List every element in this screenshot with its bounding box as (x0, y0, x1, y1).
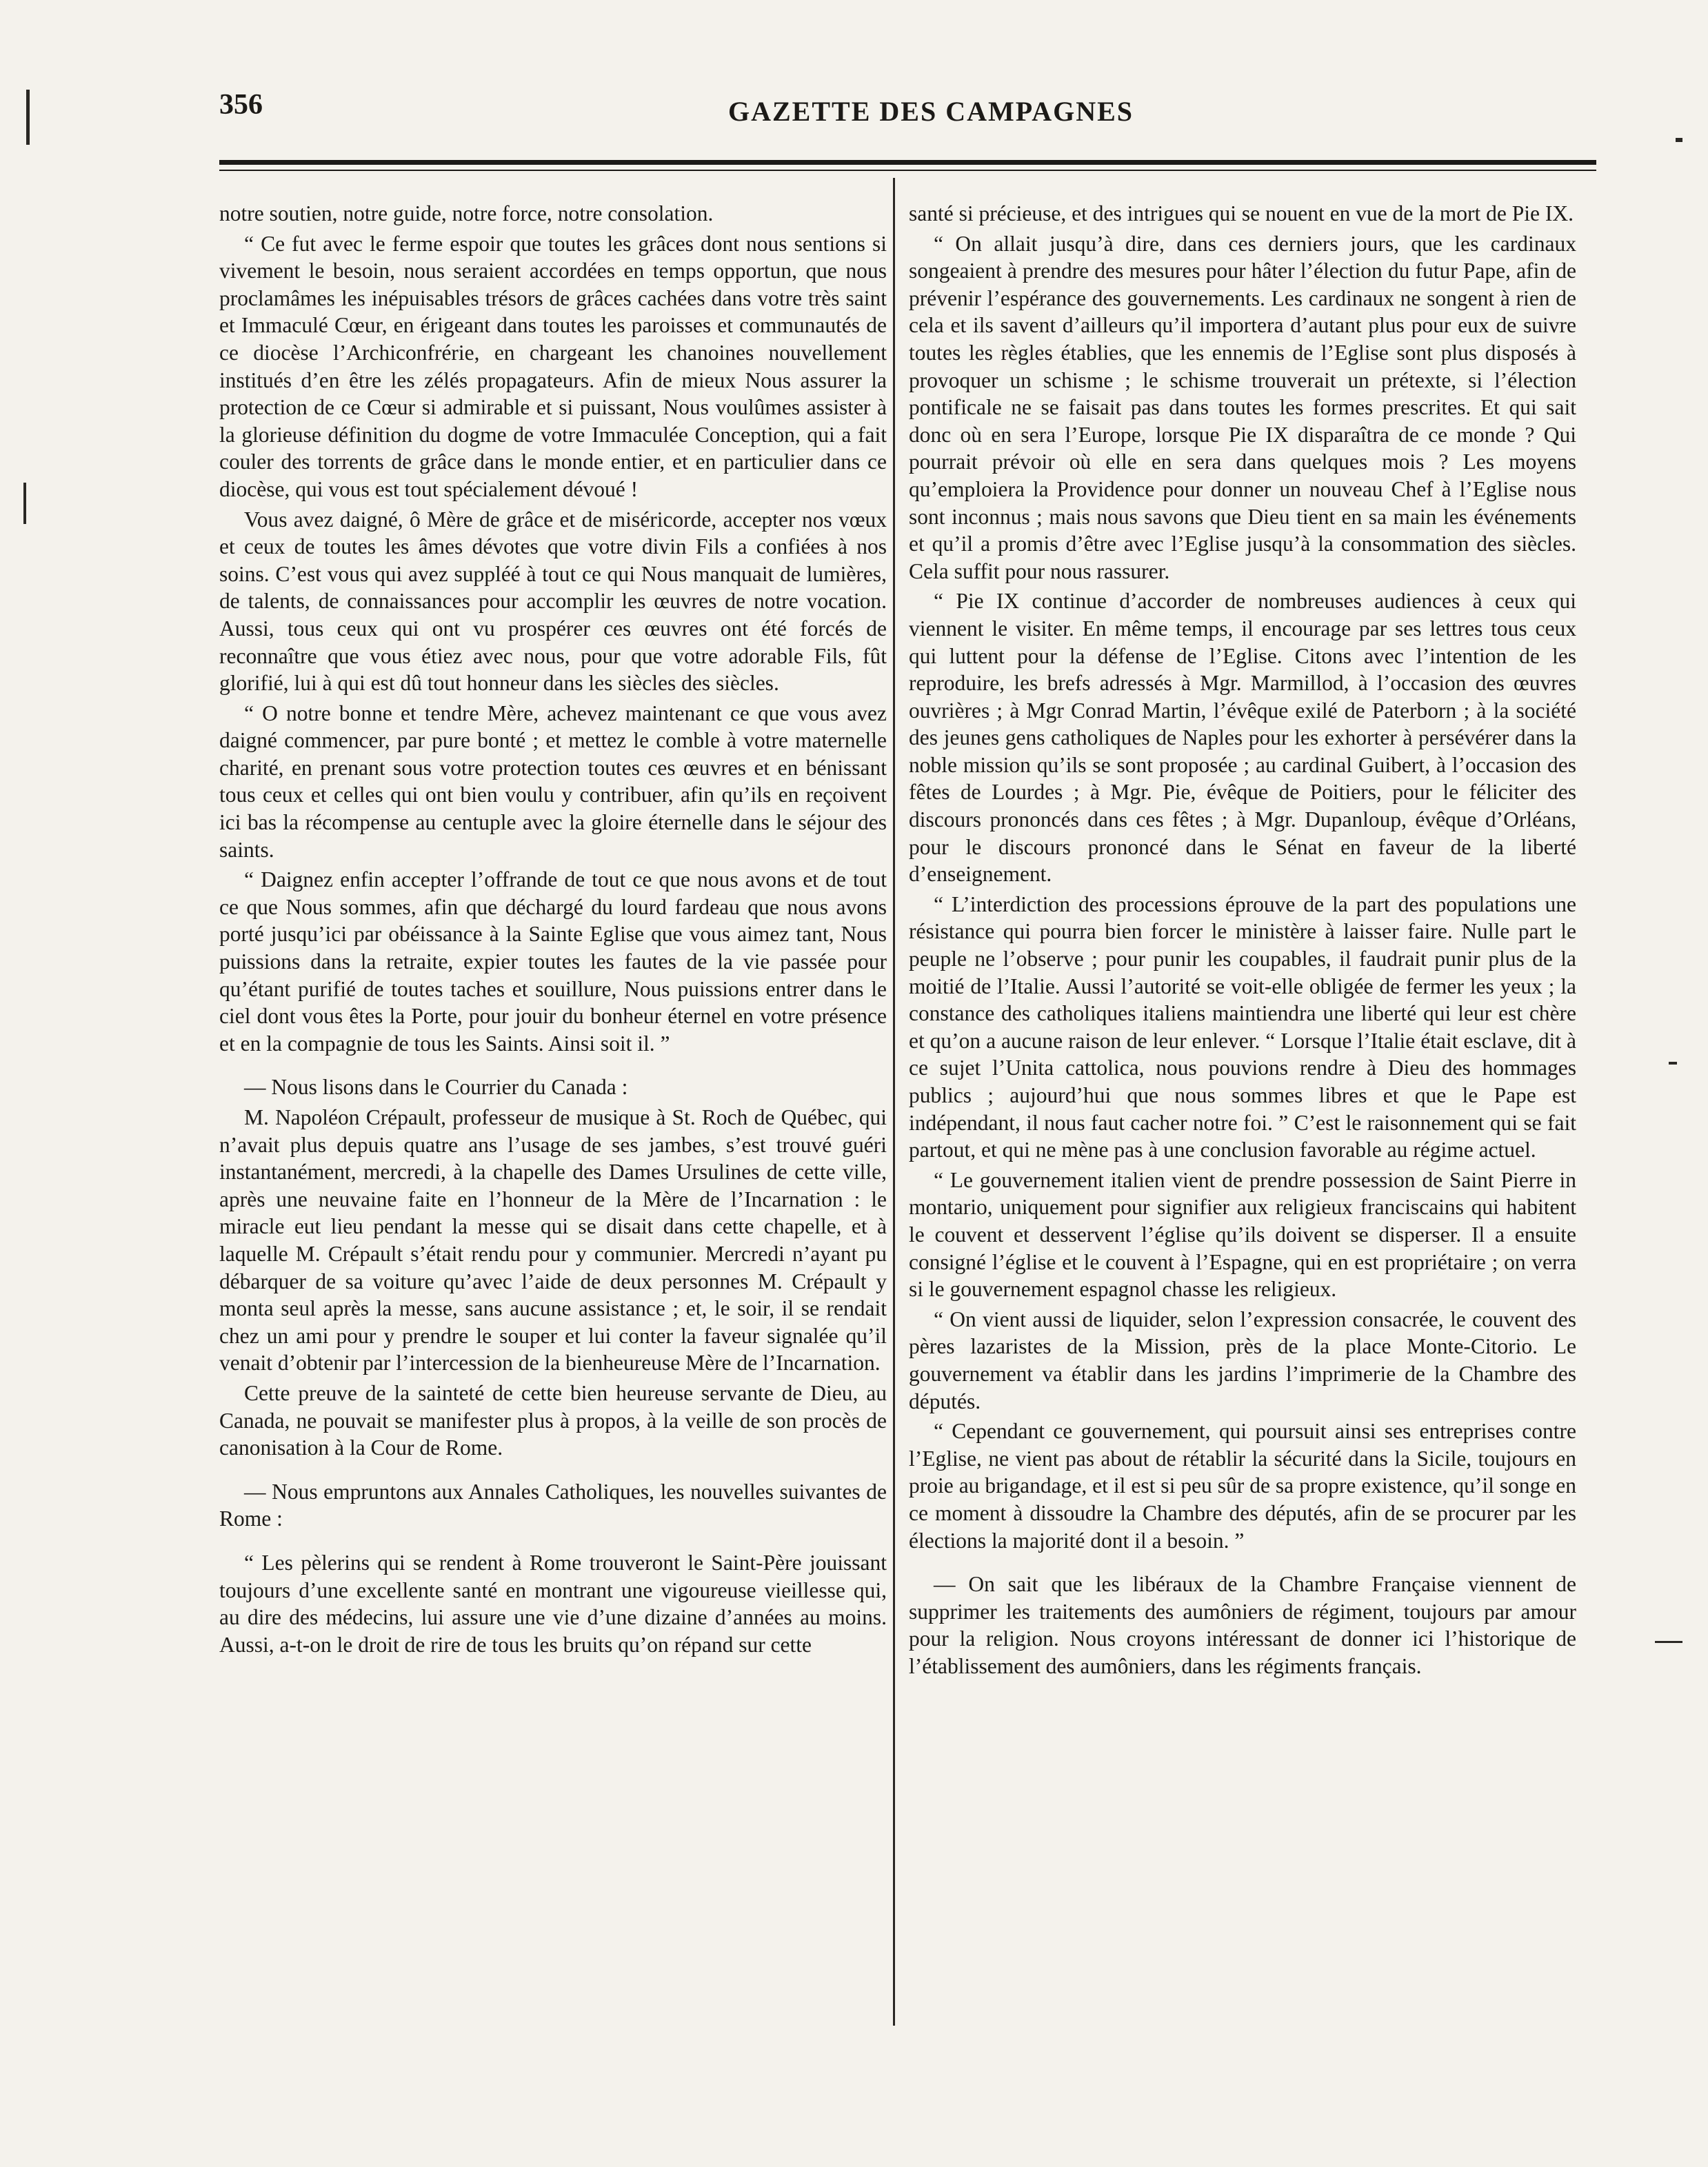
column-divider (893, 178, 895, 2026)
header-rule-thick (219, 160, 1596, 165)
paragraph: “ Daignez enfin accepter l’offrande de tout ce que nous avons et de tout ce que Nous sommes, afin que déchargé du lourd fardeau que nous avons porté jusqu’ici par obéissance à la Sainte Eglise que vous aimez tant, Nous puissions dans la retraite, expier toutes les fautes de la vie passée pour qu’étant purifié de toutes taches et souillure, Nous puissions entrer dans le ciel dont vous êtes la Porte, pour jouir du bonheur éternel en votre présence et en la compagnie de tous les Saints. Ainsi soit il. ” (219, 867, 887, 1056)
paragraph: “ On allait jusqu’à dire, dans ces derniers jours, que les cardinaux songeaient à prendre des mesures pour hâter l’élection du futur Pape, afin de prévenir l’espérance des gouvernements. Les cardinaux ne songent à rien de cela et ils savent d’ailleurs qu’il importera d’autant plus pour eux de suivre toutes les règles établies, que les ennemis de l’Eglise sont plus disposés à provoquer un schisme ; le schisme trouverait un prétexte, si l’élection pontificale ne se faisait pas dans toutes les formes prescrites. Et qui sait donc où en sera l’Europe, lorsque Pie IX disparaîtra de ce monde ? Qui pourrait prévoir où elle en sera dans quelques mois ? Les moyens qu’emploiera la Providence pour donner un nouveau Chef à l’Eglise nous sont inconnus ; mais nous savons que Dieu tient en sa main les événements et qu’il a promis d’être avec l’Eglise jusqu’à la consommation des siècles. Cela suffit pour nous rassurer. (909, 231, 1576, 583)
scan-mark (23, 483, 26, 524)
paragraph: “ Pie IX continue d’accorder de nombreuses audiences à ceux qui viennent le visiter. En même temps, il encourage par ses lettres tous ceux qui luttent pour la défense de l’Eglise. Citons avec l’intention de les reproduire, les brefs adressés à Mgr. Marmillod, à l’occasion des œuvres ouvrières ; à Mgr Conrad Martin, l’évêque exilé de Paterborn ; à la société des jeunes gens catholiques de Naples pour les exhorter à persévérer dans la noble mission qu’ils se sont proposée ; au cardinal Guibert, à l’occasion des fêtes de Lourdes ; à Mgr. Pie, évêque de Poitiers, pour le féliciter des discours prononcés dans ces fêtes ; à Mgr. Dupanloup, évêque d’Orléans, pour le discours prononcé dans le Sénat en faveur de la liberté d’enseignement. (909, 589, 1576, 887)
scan-mark (1669, 1062, 1677, 1065)
paragraph: “ Cependant ce gouvernement, qui poursuit ainsi ses entreprises contre l’Eglise, ne vient pas about de rétablir la sécurité dans la Sicile, toujours en proie au brigandage, et il est si peu sûr de sa propre existence, qu’il songe en ce moment à dissoudre la Chambre des députés, afin de se procurer par les élections la majorité dont il a besoin. ” (909, 1419, 1576, 1553)
paragraph: — On sait que les libéraux de la Chambre Française viennent de supprimer les traitements des aumôniers de régiment, toujours par amour pour la religion. Nous croyons intéressant de donner ici l’historique de l’établissement des aumôniers, dans les régiments français. (909, 1572, 1576, 1678)
paragraph: M. Napoléon Crépault, professeur de musique à St. Roch de Québec, qui n’avait plus depuis quatre ans l’usage de ses jambes, s’est trouvé guéri instantanément, mercredi, à la chapelle des Dames Ursulines de cette ville, après une neuvaine faite en l’honneur de la Mère de l’Incarnation : le miracle eut lieu pendant la messe qui se disait dans cette chapelle, et à laquelle M. Crépault s’était rendu pour y communier. Mercredi n’ayant pu débarquer de sa voiture qu’avec l’aide de deux personnes M. Crépault y monta seul après la messe, sans aucune assistance ; et, le soir, il se rendait chez un ami pour y prendre le souper et lui conter la faveur signalée qu’il venait d’obtenir par l’intercession de la bienheureuse Mère de l’Incarnation. (219, 1105, 887, 1375)
paragraph: “ O notre bonne et tendre Mère, achevez maintenant ce que vous avez daigné commencer, par pure bonté ; et mettez le comble à votre maternelle charité, en prenant sous votre protection toutes ces œuvres et en bénissant tous ceux et celles qui ont bien voulu y contribuer, afin qu’ils en reçoivent ici bas la récompense au centuple avec la gloire éternelle dans le séjour des saints. (219, 701, 887, 862)
paragraph: Vous avez daigné, ô Mère de grâce et de miséricorde, accepter nos vœux et ceux de toutes les âmes dévotes que votre divin Fils a confiées à nos soins. C’est vous qui avez suppléé à tout ce qui Nous manquait de lumières, de talents, de connaissances pour accomplir les œuvres de notre vocation. Aussi, tous ceux qui ont vu prospérer ces œuvres ont été forcés de reconnaître que vous étiez avec nous, pour que votre adorable Fils, fût glorifié, lui à qui est dû tout honneur dans les siècles des siècles. (219, 507, 887, 696)
paragraph: “ Les pèlerins qui se rendent à Rome trouveront le Saint-Père jouissant toujours d’une excellente santé en montrant une vigoureuse vieillesse qui, au dire des médecins, lui assure une vie d’une dizaine d’années au moins. Aussi, a-t-on le droit de rire de tous les bruits qu’on répand sur cette (219, 1550, 887, 1657)
left-column (219, 200, 887, 2020)
paragraph: “ Le gouvernement italien vient de prendre possession de Saint Pierre in montario, uniquement pour signifier aux religieux franciscains qui habitent le couvent et desservent l’église qu’ils doivent se disperser. Il a ensuite consigné l’église et le couvent à l’Espagne, qui en est propriétaire ; on verra si le gouvernement espagnol chasse les religieux. (909, 1167, 1576, 1302)
paragraph: “ Ce fut avec le ferme espoir que toutes les grâces dont nous sentions si vivement le besoin, nous seraient accordées en temps opportun, que nous proclamâmes les inépuisables trésors de grâces cachées dans votre très saint et Immaculé Cœur, en érigeant dans toutes les paroisses et communautés de ce diocèse l’Archiconfrérie, en chargeant les chanoines nouvellement institués d’en être les zélés propagateurs. Afin de mieux Nous assurer la protection de ce Cœur si admirable et si puissant, Nous voulûmes assister à la glorieuse définition du dogme de votre Immaculée Conception, qui a fait couler des torrents de grâce dans le monde entier, et en particulier dans ce diocèse, qui vous est tout spécialement dévoué ! (219, 231, 887, 501)
page-number: 356 (219, 89, 263, 121)
header-rule-thin (219, 170, 1596, 171)
paragraph: — Nous empruntons aux Annales Catholiques, les nouvelles suivantes de Rome : (219, 1479, 887, 1531)
paragraph: notre soutien, notre guide, notre force, notre consolation. (219, 201, 714, 225)
scan-mark (26, 90, 30, 145)
paragraph: santé si précieuse, et des intrigues qui se nouent en vue de la mort de Pie IX. (909, 201, 1574, 225)
right-column (909, 200, 1576, 2020)
paragraph: Cette preuve de la sainteté de cette bien heureuse servante de Dieu, au Canada, ne pouvait se manifester plus à propos, à la veille de son procès de canonisation à la Cour de Rome. (219, 1380, 887, 1460)
paragraph: “ L’interdiction des processions éprouve de la part des populations une résistance qui pourra bien forcer le ministère à laisser faire. Nulle part le peuple ne l’observe ; pour punir les coupables, il faudrait punir plus de la moitié de l’Italie. Aussi l’autorité se voit-elle obligée de fermer les yeux ; la constance des catholiques italiens maintiendra une liberté qui leur est chère et qu’on a aucune raison de leur enlever. “ Lorsque l’Italie était esclave, dit à ce sujet l’Unita cattolica, nous pouvions rendre à Dieu des hommages publics ; aujourd’hui que nous sommes libres et que le Pape est indépendant, il nous faut cacher notre foi. ” C’est le raisonnement qui se fait partout, et qui ne mène pas à une conclusion favorable au régime actuel. (909, 891, 1576, 1162)
paragraph: — Nous lisons dans le Courrier du Canada : (244, 1075, 628, 1100)
scan-mark (1655, 1641, 1682, 1643)
scan-mark (1676, 138, 1682, 142)
paragraph: “ On vient aussi de liquider, selon l’expression consacrée, le couvent des pères lazaristes de la Mission, près de la place Monte-Citorio. Le gouvernement va établir dans les jardins l’imprimerie de la Chambre des députés. (909, 1307, 1576, 1413)
running-title: GAZETTE DES CAMPAGNES (727, 96, 1134, 127)
